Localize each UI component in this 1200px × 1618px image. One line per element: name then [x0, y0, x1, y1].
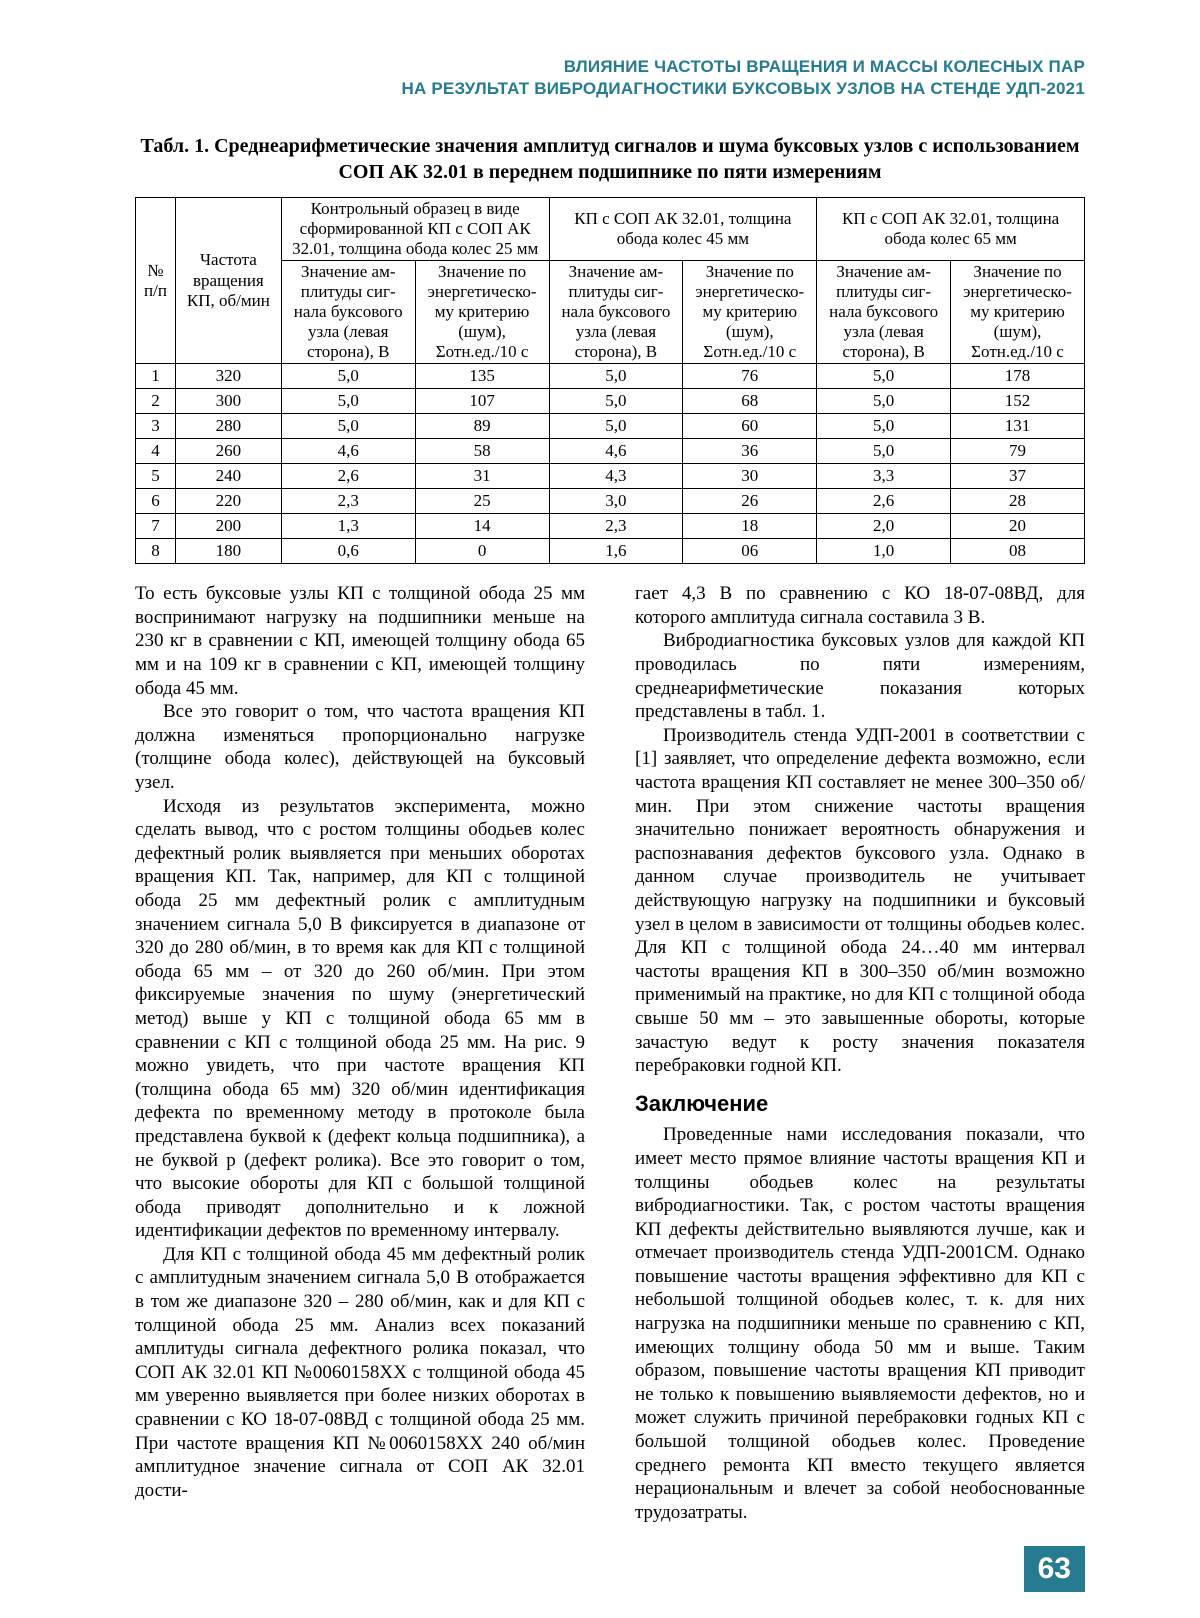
- col-group-25mm: Контрольный образец в виде сформированной КП с СОП АК 32.01, толщина обода колес 25 мм: [281, 197, 549, 260]
- table-row: [136, 439, 1085, 464]
- table-cell: 220: [175, 489, 281, 514]
- table-cell: 1: [136, 364, 176, 389]
- table-cell: 135: [415, 364, 549, 389]
- table-row: [136, 414, 1085, 439]
- table-cell: 79: [951, 439, 1085, 464]
- table-row: [136, 514, 1085, 539]
- table-cell: 3: [136, 414, 176, 439]
- paragraph: Все это говорит о том, что частота вращения КП должна изменяться пропорционально нагрузке (толщине обода колес), действующей на буксовый узел.: [135, 701, 585, 793]
- table-cell: 107: [415, 389, 549, 414]
- table-cell: 2: [136, 389, 176, 414]
- table-cell: 5: [136, 464, 176, 489]
- paragraph: Проведенные нами исследования показали, что имеет место прямое влияние частоты вращения КП и толщины ободьев колес на результаты вибродиагностики. Так, с ростом частоты вращения КП дефекты действительно выявляются лучше, как и отмечает производитель стенда УДП-2001СМ. Однако повышение частоты вращения эффективно для КП с небольшой толщиной ободьев колес, т. к. для них нагрузка на подшипники меньше по сравнению с КП, имеющих толщину обода 50 мм и выше. Таким образом, повышение частоты вращения КП приводит не только к повышению выявляемости дефектов, но и может служить причиной перебраковки годных КП с большой толщиной ободьев колес. Проведение среднего ремонта КП вместо текущего является нерациональным и влечет за собой необоснованные трудозатраты.: [635, 1124, 1085, 1523]
- table-cell: 2,6: [817, 489, 951, 514]
- table-cell: 1,6: [549, 539, 683, 564]
- paragraph: гает 4,3 В по сравнению с КО 18-07-08ВД, для которого амплитуда сигнала составила 3 В.: [635, 583, 1085, 628]
- table-cell: 31: [415, 464, 549, 489]
- paragraph: То есть буксовые узлы КП с толщиной обода 25 мм воспринимают нагрузку на подшипники меньше на 230 кг в сравнении с КП, имеющей толщину обода 65 мм и на 109 кг в сравнении с КП, имеющей толщину обода 45 мм.: [135, 583, 585, 699]
- table-cell: 1,0: [817, 539, 951, 564]
- page-number: 63: [1037, 1552, 1071, 1585]
- table-cell: 5,0: [281, 414, 415, 439]
- table-cell: 20: [951, 514, 1085, 539]
- table-cell: 5,0: [281, 364, 415, 389]
- conclusion-heading: Заключение: [635, 1090, 769, 1116]
- table-cell: 5,0: [817, 389, 951, 414]
- table-cell: 30: [683, 464, 817, 489]
- table-row: [136, 389, 1085, 414]
- table-cell: 240: [175, 464, 281, 489]
- page-header: [135, 56, 1085, 101]
- table-cell: 320: [175, 364, 281, 389]
- table-cell: 89: [415, 414, 549, 439]
- paragraph: Для КП с толщиной обода 45 мм дефектный ролик с амплитудным значением сигнала 5,0 В отображается в том же диапазоне 320 – 280 об/мин, как и для КП с толщиной обода 25 мм. Анализ всех показаний амплитуды сигнала дефектного ролика показал, что СОП АК 32.01 КП №0060158ХХ с толщиной обода 45 мм уверенно выявляется при более низких оборотах в сравнении с КО 18-07-08ВД с толщиной обода 25 мм. При частоте вращения КП №0060158ХХ 240 об/мин амплитудное значение сигнала от СОП АК 32.01 дости-: [135, 1243, 585, 1501]
- table-cell: 280: [175, 414, 281, 439]
- running-head-line2: НА РЕЗУЛЬТАТ ВИБРОДИАГНОСТИКИ БУКСОВЫХ УЗЛОВ НА СТЕНДЕ УДП-2021: [401, 79, 1085, 99]
- left-column: [135, 582, 585, 1524]
- table-cell: 58: [415, 439, 549, 464]
- table-cell: 76: [683, 364, 817, 389]
- table-cell: 5,0: [281, 389, 415, 414]
- table-cell: 2,6: [281, 464, 415, 489]
- table-cell: 36: [683, 439, 817, 464]
- paragraph: Вибродиагностика буксовых узлов для каждой КП проводилась по пяти измерениям, среднеарифметические показания которых представлены в табл. 1.: [635, 630, 1085, 723]
- col-sub-noise-45: Значение по энергетическо-му критерию (шум), Σотн.ед./10 с: [683, 261, 817, 364]
- table-cell: 3,3: [817, 464, 951, 489]
- table-body: [136, 364, 1085, 564]
- right-column: [635, 582, 1085, 1524]
- table-row: [136, 364, 1085, 389]
- table-cell: 5,0: [817, 414, 951, 439]
- paragraph: Исходя из результатов эксперимента, можно сделать вывод, что с ростом толщины ободьев колес дефектный ролик выявляется при меньших оборотах вращения КП. Так, например, для КП с толщиной обода 25 мм дефектный ролик с амплитудным значением сигнала 5,0 В фиксируется в диапазоне от 320 до 280 об/мин, в то время как для КП с толщиной обода 65 мм – от 320 до 260 об/мин. При этом фиксируемые значения по шуму (энергетический метод) выше у КП с толщиной обода 65 мм в сравнении с КП с толщиной обода 25 мм. На рис. 9 можно увидеть, что при частоте вращения КП (толщина обода 65 мм) 320 об/мин идентификация дефекта по временному методу в протоколе была представлена буквой к (дефект кольца подшипника), а не буквой р (дефект ролика). Все это говорит о том, что высокие обороты для КП с большой толщиной обода приводят дополнительно и к ложной идентификации дефектов по временному интервалу.: [135, 795, 585, 1242]
- table-cell: 5,0: [817, 364, 951, 389]
- table-cell: 0,6: [281, 539, 415, 564]
- table-cell: 25: [415, 489, 549, 514]
- running-head-line1: ВЛИЯНИЕ ЧАСТОТЫ ВРАЩЕНИЯ И МАССЫ КОЛЕСНЫХ ПАР: [563, 57, 1085, 76]
- table-row: [136, 489, 1085, 514]
- table-cell: 4,3: [549, 464, 683, 489]
- table-cell: 5,0: [817, 439, 951, 464]
- table-caption: Табл. 1. Среднеарифметические значения амплитуд сигналов и шума буксовых узлов с использованием СОП АК 32.01 в переднем подшипнике по пяти измерениям: [140, 134, 1080, 183]
- table-row: [136, 539, 1085, 564]
- table-cell: 152: [951, 389, 1085, 414]
- table-cell: 3,0: [549, 489, 683, 514]
- col-sub-noise-25: Значение по энергетическо-му критерию (шум), Σотн.ед./10 с: [415, 261, 549, 364]
- table-head: [136, 197, 1085, 363]
- col-header-number: № п/п: [136, 197, 176, 363]
- table-cell: 2,3: [281, 489, 415, 514]
- table-cell: 4,6: [549, 439, 683, 464]
- table-cell: 08: [951, 539, 1085, 564]
- col-group-45mm: КП с СОП АК 32.01, толщина обода колес 45 мм: [549, 197, 817, 260]
- table-cell: 14: [415, 514, 549, 539]
- col-sub-amplitude-45: Значение ам-плитуды сиг-нала буксового узла (левая сторона), В: [549, 261, 683, 364]
- col-sub-amplitude-25: Значение ам-плитуды сиг-нала буксового узла (левая сторона), В: [281, 261, 415, 364]
- table-cell: 5,0: [549, 414, 683, 439]
- table-cell: 6: [136, 489, 176, 514]
- table-cell: 18: [683, 514, 817, 539]
- table-cell: 06: [683, 539, 817, 564]
- table-cell: 200: [175, 514, 281, 539]
- col-group-65mm: КП с СОП АК 32.01, толщина обода колес 65 мм: [817, 197, 1085, 260]
- table-cell: 178: [951, 364, 1085, 389]
- table-cell: 2,3: [549, 514, 683, 539]
- page-number-badge: [1024, 1546, 1085, 1592]
- table-cell: 4,6: [281, 439, 415, 464]
- table-cell: 28: [951, 489, 1085, 514]
- paragraph: Производитель стенда УДП-2001 в соответствии с [1] заявляет, что определение дефекта возможно, если частота вращения КП составляет не менее 300–350 об/мин. При этом снижение частоты вращения значительно понижает вероятность обнаружения и распознавания дефектов буксового узла. Однако в данном случае производитель не учитывает действующую нагрузку на подшипники и буксовый узел в целом в зависимости от толщины ободьев колес. Для КП с толщиной обода 24…40 мм интервал частоты вращения КП в 300–350 об/мин возможно применимый на практике, но для КП с толщиной обода свыше 50 мм – это завышенные обороты, которые зачастую ведут к росту значения показателя перебраковки годной КП.: [635, 724, 1085, 1077]
- table-cell: 0: [415, 539, 549, 564]
- table-cell: 7: [136, 514, 176, 539]
- table-cell: 37: [951, 464, 1085, 489]
- col-sub-amplitude-65: Значение ам-плитуды сиг-нала буксового узла (левая сторона), В: [817, 261, 951, 364]
- table-cell: 300: [175, 389, 281, 414]
- table-cell: 60: [683, 414, 817, 439]
- table-cell: 5,0: [549, 364, 683, 389]
- table-cell: 26: [683, 489, 817, 514]
- measurements-table: [135, 197, 1085, 564]
- table-cell: 4: [136, 439, 176, 464]
- table-cell: 8: [136, 539, 176, 564]
- table-cell: 180: [175, 539, 281, 564]
- body-columns: [135, 582, 1085, 1524]
- table-cell: 2,0: [817, 514, 951, 539]
- table-cell: 5,0: [549, 389, 683, 414]
- col-sub-noise-65: Значение по энергетическо-му критерию (шум), Σотн.ед./10 с: [951, 261, 1085, 364]
- table-cell: 68: [683, 389, 817, 414]
- table-cell: 260: [175, 439, 281, 464]
- col-header-frequency: Частота вращения КП, об/мин: [175, 197, 281, 363]
- table-row: [136, 464, 1085, 489]
- table-cell: 131: [951, 414, 1085, 439]
- table-cell: 1,3: [281, 514, 415, 539]
- table-header-row-groups: [136, 197, 1085, 260]
